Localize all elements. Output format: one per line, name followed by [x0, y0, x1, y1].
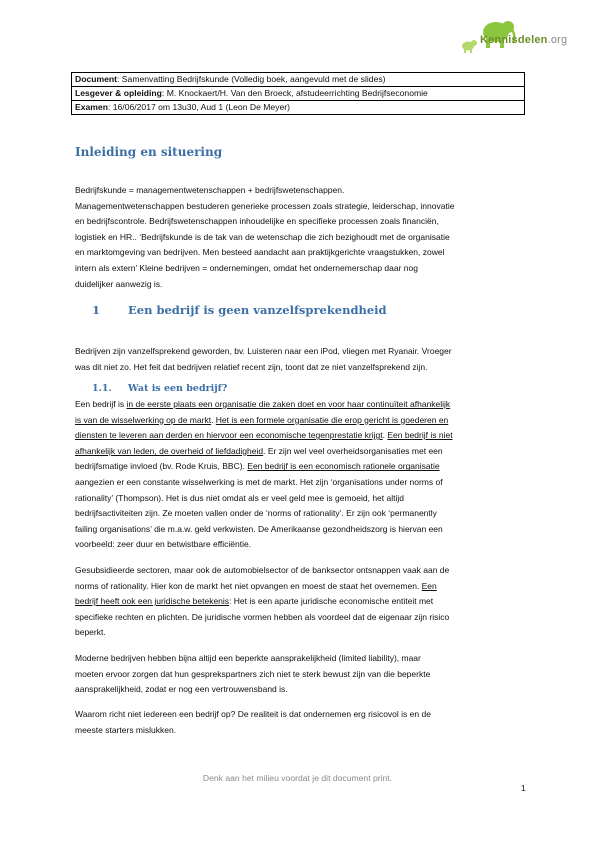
chapter-1-paragraph: Bedrijven zijn vanzelfsprekend geworden, bv. Luisteren naar een iPod, vliegen met Ryanair. Vroeger was dit niet zo. Het feit dat bedrijven relatief recent zijn, toont dat ze niet vanzelfsprekend zijn. — [75, 346, 452, 372]
footer-note: Denk aan het milieu voordat je dit document print. — [202, 773, 393, 783]
page-number: 1 — [521, 783, 526, 793]
exam-row: Examen: 16/06/2017 om 13u30, Aud 1 (Leon De Meyer) — [72, 100, 524, 114]
section-1-1-heading: 1.1. Wat is een bedrijf? — [92, 383, 228, 394]
section-1-1-paragraph-2: Gesubsidieerde sectoren, maar ook de automobielsector of de banksector ontsnappen vaak aan de norms of rationality. Hier kon de markt het niet opvangen en moest de staat het overnemen. Een bedrijf heeft ook een juridische betekenis: Het is een aparte juridische economische entiteit met specifieke rechten en plichten. De juridische vormen hebben als voordeel dat de eigenaar zijn risico beperkt. — [75, 565, 450, 638]
brand-text: Kennisdelen.org — [480, 34, 568, 46]
kennisdelen-logo — [458, 16, 578, 58]
section-1-1-paragraph-4: Waarom richt niet iedereen een bedrijf op? De realiteit is dat ondernemen erg risicovol is en de meeste starters mislukken. — [75, 709, 431, 735]
document-info-box — [71, 72, 525, 115]
document-row: Document: Samenvatting Bedrijfskunde (Volledig boek, aangevuld met de slides) — [75, 74, 386, 84]
section-1-1-paragraph-1: Een bedrijf is in de eerste plaats een organisatie die zaken doet en voor haar continuïteit afhankelijk is van de wisselwerking op de markt. Het is een formele organisatie die erop gericht is goederen en diensten te leveren aan derden en hiervoor een economische tegenprestatie krijgt. Een bedrijf is niet afhankelijk van leden, de overheid of liefdadigheid. Er zijn wel veel overheidsorganisaties met een bedrijfsmatige invloed (bv. Rode Kruis, BBC). Een bedrijf is een economisch rationele organisatie aangezien er een constante wisselwerking is met de markt. Het zijn ‘organisations under norms of rationality’ (Thompson). Het is dus niet omdat als er veel geld mee is gemoeid, het altijd bedrijfsactiviteiten zijn. Ze moeten vallen onder de ‘norms of rationality’. Er zijn ook ‘permanently failing organisations’ die m.a.w. geld verkwisten. De Amerikaanse gezondheidszorg is hiervan een voorbeeld: zeer duur en betwistbare efficiëntie. — [75, 399, 453, 550]
intro-heading: Inleiding en situering — [75, 145, 223, 159]
lecturer-row: Lesgever & opleiding: M. Knockaert/H. Van den Broeck, afstudeerrichting Bedrijfseconomie — [72, 86, 524, 100]
intro-paragraph: Bedrijfskunde = managementwetenschappen + bedrijfswetenschappen. Managementwetenschappen bestuderen generieke processen zoals strategie, leiderschap, innovatie en bedrijfscontrole. Bedrijfswetenschappen inhoudelijke en specifieke processen zoals financiën, logistiek en HR.. ‘Bedrijfskunde is de tak van de wetenschap die zich bezighoudt met de organisatie en marktomgeving van bedrijven. Men besteed aandacht aan praktijkgerichte vraagstukken, zowel intern als extern’ Kleine bedrijven = ondernemingen, omdat het ondernemerschap daar nog duidelijker aanwezig is. — [75, 185, 455, 289]
section-1-1-paragraph-3: Moderne bedrijven hebben bijna altijd een beperkte aansprakelijkheid (limited liability), maar moeten ervoor zorgen dat hun gesprekspartners zich niet te sterk bewust zijn van die beperkte aansprakelijkheid, zodat er nog een vertrouwensband is. — [75, 653, 431, 695]
chapter-1-heading: 1 Een bedrijf is geen vanzelfsprekendheid — [92, 303, 387, 317]
